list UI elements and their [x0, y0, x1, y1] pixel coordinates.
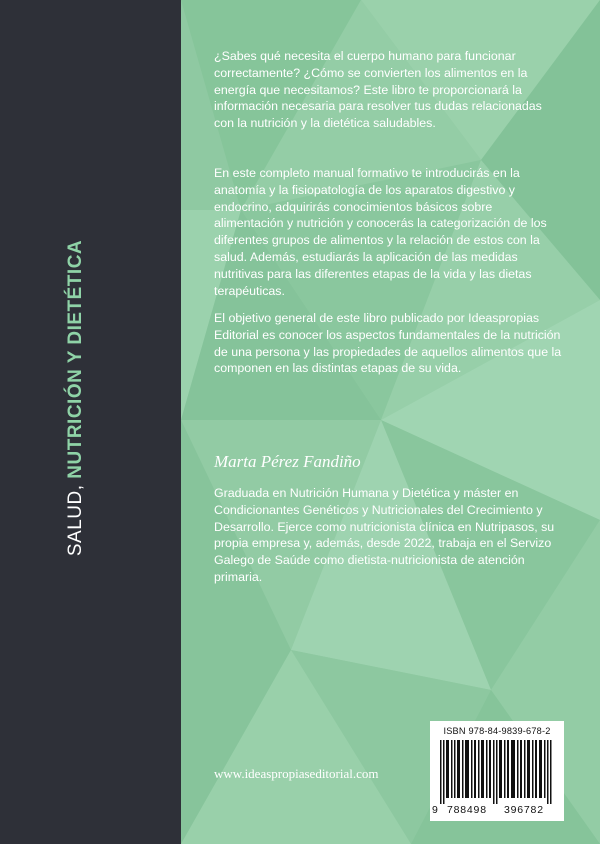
description-paragraph-3: El objetivo general de este libro publicado por Ideaspropias Editorial es conocer los aspectos fundamentales de la nutrición de una persona y las propiedades de aquellos alimentos que la componen en las distintas etapas de su vida.	[214, 311, 562, 376]
description-paragraph-2: En este completo manual formativo te introducirás en la anatomía y la fisiopatología de los aparatos digestivo y endocrino, adquirirás conocimientos básicos sobre alimentación y nutrición y conocerás la categorización de los diferentes grupos de alimentos y la relación de estos con la salud. Además, estudiarás la aplicación de las medidas nutritivas para las diferentes etapas de la vida y las dietas terapéuticas.	[214, 166, 547, 298]
barcode-digit-first: 9	[432, 804, 438, 816]
isbn-label: ISBN 978-84-9839-678-2	[443, 726, 551, 736]
spine-title	[58, 218, 94, 578]
publisher-url[interactable]: www.ideaspropiaseditorial.com	[214, 766, 379, 781]
author-bio: Graduada en Nutrición Humana y Dietética y máster en Condicionantes Genéticos y Nutricionales del Crecimiento y Desarrollo. Ejerce como nutricionista clínica en Nutripasos, su propia empresa y, además, desde 2022, trabaja en el Servizo Galego de Saúde como dietista-nutricionista de atención primaria.	[214, 486, 555, 584]
description-paragraph-1: ¿Sabes qué necesita el cuerpo humano para funcionar correctamente? ¿Cómo se convierten los alimentos en la energía que necesitamos? Este libro te proporcionará la información necesaria para resolver tus dudas relacionadas con la nutrición y la dietética saludables.	[214, 49, 542, 131]
barcode-digits-left: 788498	[447, 804, 487, 816]
barcode-bars	[440, 740, 554, 804]
spine-title-part1: SALUD,	[65, 478, 86, 557]
barcode-digits-right: 396782	[504, 804, 544, 816]
barcode-box	[430, 721, 564, 821]
spine-title-part2: NUTRICIÓN Y DIETÉTICA	[65, 239, 86, 479]
author-name: Marta Pérez Fandiño	[214, 452, 361, 471]
book-spine	[0, 0, 181, 844]
